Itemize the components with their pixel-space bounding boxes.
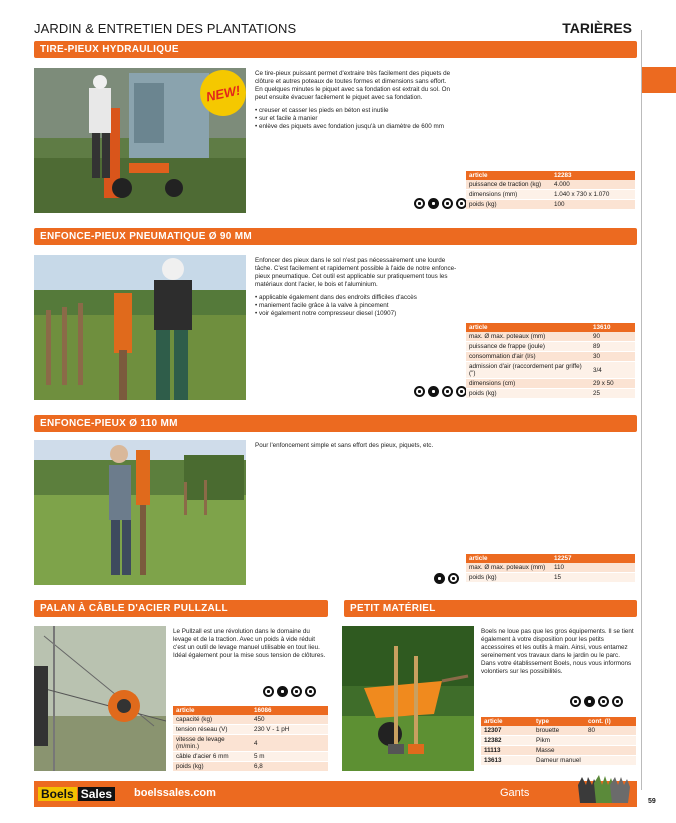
table-header: article	[466, 554, 551, 563]
spec-value: 230 V - 1 pH	[251, 725, 328, 735]
spec-label: câble d'acier 6 mm	[173, 752, 251, 762]
spec-label: consommation d'air (l/s)	[466, 352, 590, 362]
safety-icons	[263, 686, 316, 697]
feature-bullet: • applicable également dans des endroits difficiles d'accès	[255, 294, 460, 302]
spec-value: 5 m	[251, 752, 328, 762]
article-number: 12307	[481, 726, 533, 736]
photo-enfonce-110	[34, 440, 246, 585]
spec-label: poids (kg)	[466, 389, 590, 399]
glove-icon	[434, 573, 445, 584]
boot-icon	[598, 696, 609, 707]
section-title-tire-pieux: TIRE-PIEUX HYDRAULIQUE	[34, 41, 637, 58]
spec-value: 1.040 x 730 x 1.070	[551, 190, 635, 200]
eye-protection-icon	[612, 696, 623, 707]
spec-value: 110	[551, 563, 635, 573]
photo-enfonce-90	[34, 255, 246, 400]
description-text: Enfoncer des pieux dans le sol n'est pas nécessairement une lourde tâche. C'est facilement et rapidement possible à l'aide de notre enfonce-pieux pneumatique. Cet outil est applicable sur pratiquement tous les matériaux dont l'acier, le bois et l'aluminium.	[255, 257, 457, 288]
spec-label: puissance de frappe (joule)	[466, 342, 590, 352]
glove-icon	[428, 386, 439, 397]
spec-table-enfonce-90	[466, 323, 635, 399]
safety-icons	[570, 696, 623, 707]
table-header: 16086	[251, 706, 328, 715]
description-palan	[173, 628, 328, 660]
table-header: article	[466, 323, 590, 332]
table-row	[173, 735, 328, 752]
spec-table-petit-materiel	[481, 717, 636, 766]
table-header: 12257	[551, 554, 635, 563]
description-text: Boels ne loue pas que les gros équipements. Il se tient également à votre disposition pour les petits accessoires et les outils à main. Ainsi, vous entamez sereinement vos travaux dans le jardin ou le parc. Dans votre établissement Boels, nous vous informons volontiers sur les possibilités.	[481, 628, 634, 675]
ear-protection-icon	[448, 573, 459, 584]
description-enfonce-110	[255, 442, 515, 450]
ear-protection-icon	[570, 696, 581, 707]
table-header: article	[173, 706, 251, 715]
ear-protection-icon	[414, 198, 425, 209]
article-type: Masse	[533, 746, 585, 756]
description-text: Pour l'enfoncement simple et sans effort des pieux, piquets, etc.	[255, 442, 434, 449]
section-tab-marker	[642, 67, 676, 93]
table-row	[481, 736, 636, 746]
spec-table-tire-pieux	[466, 171, 635, 210]
website-link[interactable]: boelssales.com	[134, 787, 216, 799]
article-type: Pikm	[533, 736, 585, 746]
table-row	[466, 389, 635, 399]
spec-value: 30	[590, 352, 635, 362]
table-header: type	[533, 717, 585, 726]
table-header: 13610	[590, 323, 635, 332]
margin-divider	[641, 30, 642, 790]
photo-petit-materiel	[342, 626, 474, 771]
spec-label: tension réseau (V)	[173, 725, 251, 735]
spec-value: 29 x 50	[590, 379, 635, 389]
table-row	[466, 332, 635, 342]
spec-value: 3/4	[590, 362, 635, 379]
glove-icon	[584, 696, 595, 707]
safety-icons	[434, 573, 459, 584]
new-badge: NEW!	[196, 66, 251, 121]
logo-part-boels: Boels	[38, 787, 77, 801]
spec-label: puissance de traction (kg)	[466, 180, 551, 190]
table-row	[173, 752, 328, 762]
spec-table-enfonce-110	[466, 554, 635, 583]
article-type: brouette	[533, 726, 585, 736]
table-row	[466, 563, 635, 573]
article-content	[585, 736, 636, 746]
table-row	[466, 180, 635, 190]
description-text: Ce tire-pieux puissant permet d'extraire très facilement des piquets de clôture et autres poteaux de toutes formes et dimensions sans effort. En quelques minutes le piquet avec sa fondation est extrait du sol. On peut ensuite évacuer facilement le piquet avec sa fondation.	[255, 70, 451, 101]
article-content	[585, 746, 636, 756]
table-row	[173, 762, 328, 772]
table-row	[481, 746, 636, 756]
spec-label: dimensions (cm)	[466, 379, 590, 389]
spec-value: 90	[590, 332, 635, 342]
section-title-enfonce-90: ENFONCE-PIEUX PNEUMATIQUE Ø 90 MM	[34, 228, 637, 245]
spec-value: 4	[251, 735, 328, 752]
glove-icon	[277, 686, 288, 697]
table-row	[481, 756, 636, 766]
glove-icon	[428, 198, 439, 209]
table-header: article	[466, 171, 551, 180]
page-section: TARIÈRES	[562, 20, 632, 36]
spec-value: 100	[551, 200, 635, 210]
feature-bullet: • maniement facile grâce à la valve à pincement	[255, 302, 460, 310]
gloves-icon	[574, 773, 634, 807]
table-header: cont. (l)	[585, 717, 636, 726]
description-petit-materiel	[481, 628, 636, 676]
logo-part-sales: Sales	[78, 787, 115, 801]
article-number: 12382	[481, 736, 533, 746]
spec-value: 15	[551, 573, 635, 583]
spec-label: max. Ø max. poteaux (mm)	[466, 563, 551, 573]
spec-label: capacité (kg)	[173, 715, 251, 725]
spec-label: admission d'air (raccordement par griffe) (")	[466, 362, 590, 379]
photo-palan	[34, 626, 166, 771]
photo-enfonce-110-illustration	[34, 440, 246, 585]
table-row	[173, 725, 328, 735]
boot-icon	[442, 386, 453, 397]
article-content	[585, 756, 636, 766]
section-title-enfonce-110: ENFONCE-PIEUX Ø 110 MM	[34, 415, 637, 432]
boot-icon	[291, 686, 302, 697]
ear-protection-icon	[263, 686, 274, 697]
feature-bullet: • voir également notre compresseur diesel (10907)	[255, 310, 460, 318]
spec-label: poids (kg)	[466, 573, 551, 583]
feature-bullet: • creuser et casser les pieds en béton est inutile	[255, 107, 455, 115]
description-enfonce-90	[255, 257, 460, 318]
spec-label: poids (kg)	[466, 200, 551, 210]
safety-icons	[414, 198, 467, 209]
article-content: 80	[585, 726, 636, 736]
table-row	[466, 573, 635, 583]
section-title-petit-materiel: PETIT MATÉRIEL	[344, 600, 637, 617]
table-row	[466, 362, 635, 379]
spec-value: 25	[590, 389, 635, 399]
spec-value: 6,8	[251, 762, 328, 772]
article-number: 11113	[481, 746, 533, 756]
table-row	[466, 200, 635, 210]
spec-value: 450	[251, 715, 328, 725]
safety-icons	[414, 386, 467, 397]
spec-label: vitesse de levage (m/min.)	[173, 735, 251, 752]
table-row	[466, 379, 635, 389]
page-category: JARDIN & ENTRETIEN DES PLANTATIONS	[34, 21, 297, 36]
spec-table-palan	[173, 706, 328, 772]
feature-bullet: • enlève des piquets avec fondation jusqu'à un diamètre de 600 mm	[255, 123, 455, 131]
description-text: Le Pullzall est une révolution dans le domaine du levage et de la traction. Avec un poids à vide réduit c'est un outil de levage manuel utilisable en tout lieu. Idéal également pour la mise sous tension de clôtures.	[173, 628, 326, 659]
boels-sales-logo	[38, 787, 115, 801]
page-footer	[34, 781, 637, 807]
spec-label: max. Ø max. poteaux (mm)	[466, 332, 590, 342]
table-row	[466, 342, 635, 352]
page-number: 59	[648, 798, 656, 805]
spec-value: 4.000	[551, 180, 635, 190]
photo-petit-materiel-illustration	[342, 626, 474, 771]
article-type: Dameur manuel	[533, 756, 585, 766]
feature-bullet: • sur et facile à manier	[255, 115, 455, 123]
spec-value: 89	[590, 342, 635, 352]
table-header: 12283	[551, 171, 635, 180]
table-row	[466, 190, 635, 200]
spec-label: poids (kg)	[173, 762, 251, 772]
spec-label: dimensions (mm)	[466, 190, 551, 200]
ear-protection-icon	[414, 386, 425, 397]
boot-icon	[442, 198, 453, 209]
photo-palan-illustration	[34, 626, 166, 771]
eye-protection-icon	[305, 686, 316, 697]
table-row	[466, 352, 635, 362]
section-title-palan: PALAN À CÂBLE D'ACIER PULLZALL	[34, 600, 328, 617]
article-number: 13613	[481, 756, 533, 766]
description-tire-pieux	[255, 70, 455, 131]
table-row	[481, 726, 636, 736]
photo-enfonce-90-illustration	[34, 255, 246, 400]
table-header: article	[481, 717, 533, 726]
footer-product-label: Gants	[500, 787, 530, 799]
table-row	[173, 715, 328, 725]
